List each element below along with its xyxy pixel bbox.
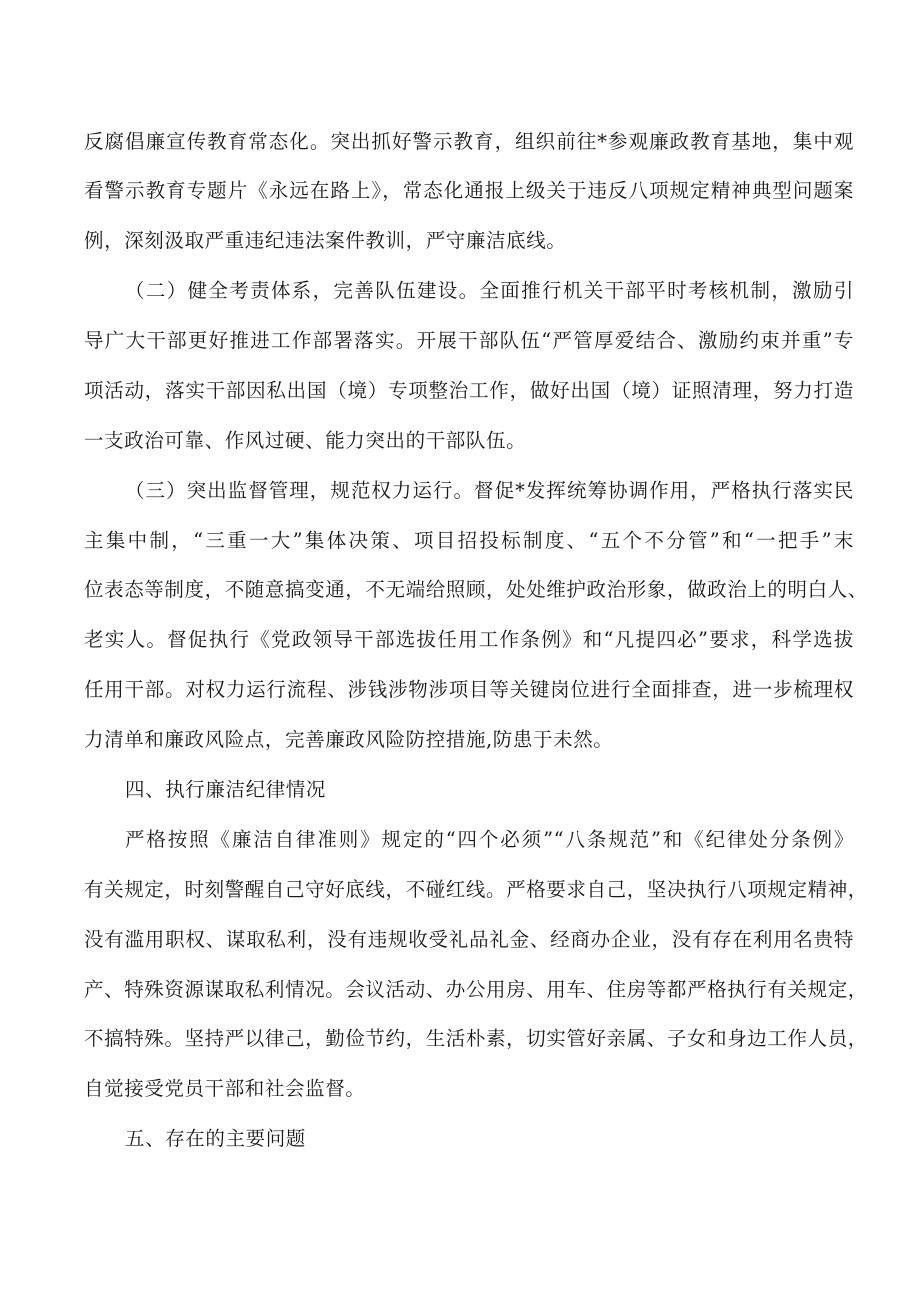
paragraph-4-line-5: 不搞特殊。坚持严以律己，勤俭节约，生活朴素，切实管好亲属、子女和身边工作人员， — [84, 1027, 868, 1050]
paragraph-2-line-1: （二）健全考责体系，完善队伍建设。全面推行机关干部平时考核机制，激励引 — [125, 279, 854, 302]
paragraph-3-line-2: 主集中制，“三重一大”集体决策、项目招投标制度、“五个不分管”和“一把手”末 — [84, 529, 854, 552]
paragraph-3-line-3: 位表态等制度，不随意搞变通，不无端给照顾，处处维护政治形象，做政治上的明白人、 — [84, 578, 868, 601]
paragraph-2-line-2: 导广大干部更好推进工作部署落实。开展干部队伍“严管厚爱结合、激励约束并重”专 — [84, 329, 854, 352]
paragraph-2-line-3: 项活动，落实干部因私出国（境）专项整治工作，做好出国（境）证照清理，努力打造 — [84, 379, 854, 402]
paragraph-4-line-4: 产、特殊资源谋取私利情况。会议活动、办公用房、用车、住房等都严格执行有关规定， — [84, 978, 868, 1001]
paragraph-1-line-2: 看警示教育专题片《永远在路上》，常态化通报上级关于违反八项规定精神典型问题案 — [84, 179, 854, 202]
paragraph-4-line-2: 有关规定，时刻警醒自己守好底线，不碰红线。严格要求自己，坚决执行八项规定精神， — [84, 878, 868, 901]
paragraph-4-line-3: 没有滥用职权、谋取私利，没有违规收受礼品礼金、经商办企业，没有存在利用名贵特 — [84, 928, 854, 951]
paragraph-2-line-4: 一支政治可靠、作风过硬、能力突出的干部队伍。 — [84, 429, 527, 452]
paragraph-4-line-6: 自觉接受党员干部和社会监督。 — [84, 1077, 366, 1100]
paragraph-1-line-1: 反腐倡廉宣传教育常态化。突出抓好警示教育，组织前往*参观廉政教育基地，集中观 — [84, 130, 854, 153]
paragraph-1-line-3: 例，深刻汲取严重违纪违法案件教训，严守廉洁底线。 — [84, 229, 567, 252]
paragraph-3-line-5: 任用干部。对权力运行流程、涉钱涉物涉项目等关键岗位进行全面排查，进一步梳理权 — [84, 678, 854, 701]
paragraph-3-line-6: 力清单和廉政风险点，完善廉政风险防控措施,防患于未然。 — [84, 728, 614, 751]
paragraph-3-line-1: （三）突出监督管理，规范权力运行。督促*发挥统筹协调作用，严格执行落实民 — [125, 479, 854, 502]
section-heading-4: 四、执行廉洁纪律情况 — [125, 778, 327, 801]
section-heading-5: 五、存在的主要问题 — [125, 1127, 306, 1150]
paragraph-3-line-4: 老实人。督促执行《党政领导干部选拔任用工作条例》和“凡提四必”要求，科学选拔 — [84, 628, 854, 651]
paragraph-4-line-1: 严格按照《廉洁自律准则》规定的“四个必须”“八条规范”和《纪律处分条例》 — [125, 828, 854, 851]
